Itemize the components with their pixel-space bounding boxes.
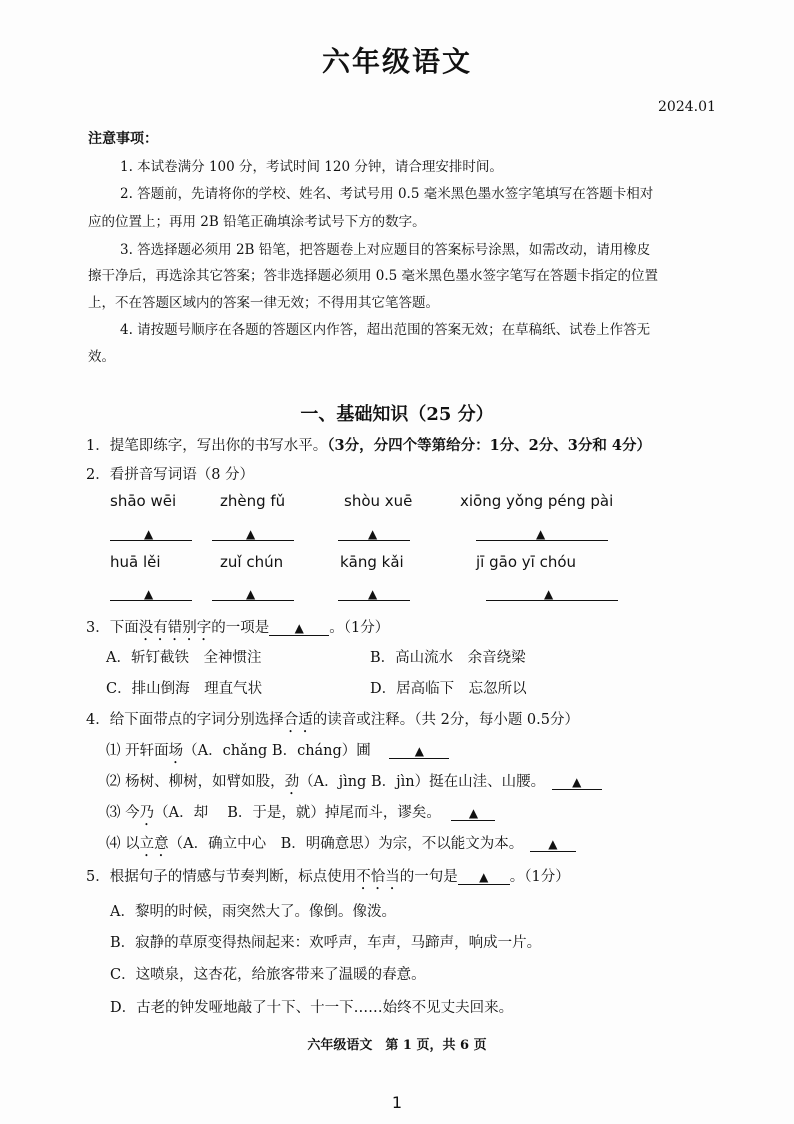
question-5 [86,865,570,893]
question-1 [86,434,651,455]
pinyin-label: zhèng fǔ [220,492,286,510]
item-emphasis: 劲 [284,774,300,790]
answer-mark: ▲ [479,870,489,884]
item-pre: ⑷ 以 [106,836,140,852]
option-d[interactable]: D．居高临下 忘忽所以 [370,681,527,697]
answer-mark: ▲ [368,527,378,541]
answer-blank[interactable] [389,744,449,759]
answer-mark: ▲ [246,527,256,541]
notice-heading: 注意事项： [88,131,158,147]
notice-line: 擦干净后，再选涂其它答案；答非选择题必须用 0.5 毫米黑色墨水签字笔写在答题卡指定的位置 [88,268,659,284]
option-c[interactable]: C．排山倒海 理直气状 [106,681,263,697]
notice-line: 3. 答选择题必须用 2B 铅笔，把答题卷上对应题目的答案标号涂黑，如需改动，请用橡皮 [120,242,651,258]
question-4-pre: 4．给下面带点的字词分别选择 [86,712,284,728]
question-4-item [106,770,602,798]
answer-blank[interactable] [269,621,329,636]
notice-line: 上，不在答题区域内的答案一律无效；不得用其它笔答题。 [88,295,439,311]
notice-line: 1. 本试卷满分 100 分，考试时间 120 分钟，请合理安排时间。 [120,159,503,175]
pinyin-label: huā lěi [110,553,161,571]
item-emphasis: 乃 [139,805,155,821]
page-number: 1 [391,1093,403,1112]
answer-mark: ▲ [144,587,154,601]
question-3-score: 。（1分） [329,620,390,636]
answer-blank[interactable] [458,870,510,885]
notice-line: 效。 [88,349,115,365]
question-5-emphasis: 不恰当 [356,869,400,885]
answer-mark: ▲ [144,527,154,541]
answer-mark: ▲ [572,775,582,789]
question-3-emphasis: 没有错别字 [138,620,212,636]
notice-line: 2. 答题前，先请将你的学校、姓名、考试号用 0.5 毫米黑色墨水签字笔填写在答题卡相对 [120,186,654,202]
question-5-score: 。（1分） [509,869,570,885]
pinyin-label: shāo wēi [110,492,177,510]
question-4-item [106,801,495,829]
answer-mark: ▲ [414,744,425,758]
question-5-post: 的一句是 [399,869,458,885]
question-5-pre: 5．根据句子的情感与节奏判断，标点使用 [86,869,357,885]
page-footer: 六年级语文 第 1 页，共 6 页 [307,1038,487,1053]
answer-blank[interactable] [451,806,495,821]
pinyin-label: xiōng yǒng péng pài [460,492,614,510]
page-title: 六年级语文 [321,45,472,78]
item-emphasis: 立意 [139,836,169,852]
question-4-item [106,739,449,767]
pinyin-label: kāng kǎi [340,553,404,571]
pinyin-label: zuǐ chún [220,553,284,571]
option-a[interactable]: A．斩钉截铁 全神惯注 [106,650,262,666]
answer-mark: ▲ [548,837,558,851]
option-b[interactable]: B．寂静的草原变得热闹起来：欢呼声，车声，马蹄声，响成一片。 [110,935,542,951]
question-3-post: 的一项是 [211,620,270,636]
notice-line: 应的位置上；再用 2B 铅笔正确填涂考试号下方的数字。 [88,214,426,230]
answer-mark: ▲ [544,587,554,601]
item-pre: ⑵ 杨树、柳树，如臂如股， [106,774,285,790]
item-pre: ⑶ 今 [106,805,140,821]
item-emphasis: 场 [168,743,184,759]
notice-line: 4. 请按题号顺序在各题的答题区内作答，超出范围的答案无效；在草稿纸、试卷上作答无 [120,322,651,338]
question-4-item [106,832,576,860]
option-b[interactable]: B．高山流水 余音绕梁 [370,650,526,666]
pinyin-label: shòu xuē [344,492,413,510]
answer-mark: ▲ [246,587,256,601]
item-post: （A．却 B．于是，就）掉尾而斗，谬矣。 [154,805,441,821]
question-1-note: （3分，分四个等第给分：1分、2分、3分和 4分） [327,437,651,454]
item-post: （A．chǎng B．cháng）圃 [183,743,371,759]
answer-mark: ▲ [294,621,304,635]
option-d[interactable]: D．古老的钟发哑地敲了十下、十一下……始终不见丈夫回来。 [110,1000,514,1016]
pinyin-label: jī gāo yī chóu [476,553,577,571]
question-4-post: 的读音或注释。（共 2分，每小题 0.5分） [312,712,579,728]
answer-mark: ▲ [368,587,378,601]
item-post: （A．确立中心 B．明确意思）为宗，不以能文为本。 [168,836,524,852]
answer-mark: ▲ [536,527,546,541]
answer-blank[interactable] [552,775,602,790]
question-3-pre: 3．下面 [86,620,139,636]
question-4 [86,708,579,736]
question-1-text: 1．提笔即练字，写出你的书写水平。 [86,438,328,454]
section-heading: 一、基础知识（25 分） [300,404,494,425]
item-post: （A．jìng B．jìn）挺在山洼、山腰。 [299,774,546,790]
question-2-text: 2．看拼音写词语（8 分） [86,467,255,483]
item-pre: ⑴ 开轩面 [106,743,169,759]
answer-blank[interactable] [530,837,576,852]
question-3 [86,616,389,644]
answer-mark: ▲ [468,806,479,820]
question-4-emphasis: 合适 [283,712,313,728]
option-c[interactable]: C．这喷泉，这杏花，给旅客带来了温暖的春意。 [110,967,426,983]
option-a[interactable]: A．黎明的时候，雨突然大了。像倒。像泼。 [110,904,396,920]
exam-date: 2024.01 [658,99,716,115]
